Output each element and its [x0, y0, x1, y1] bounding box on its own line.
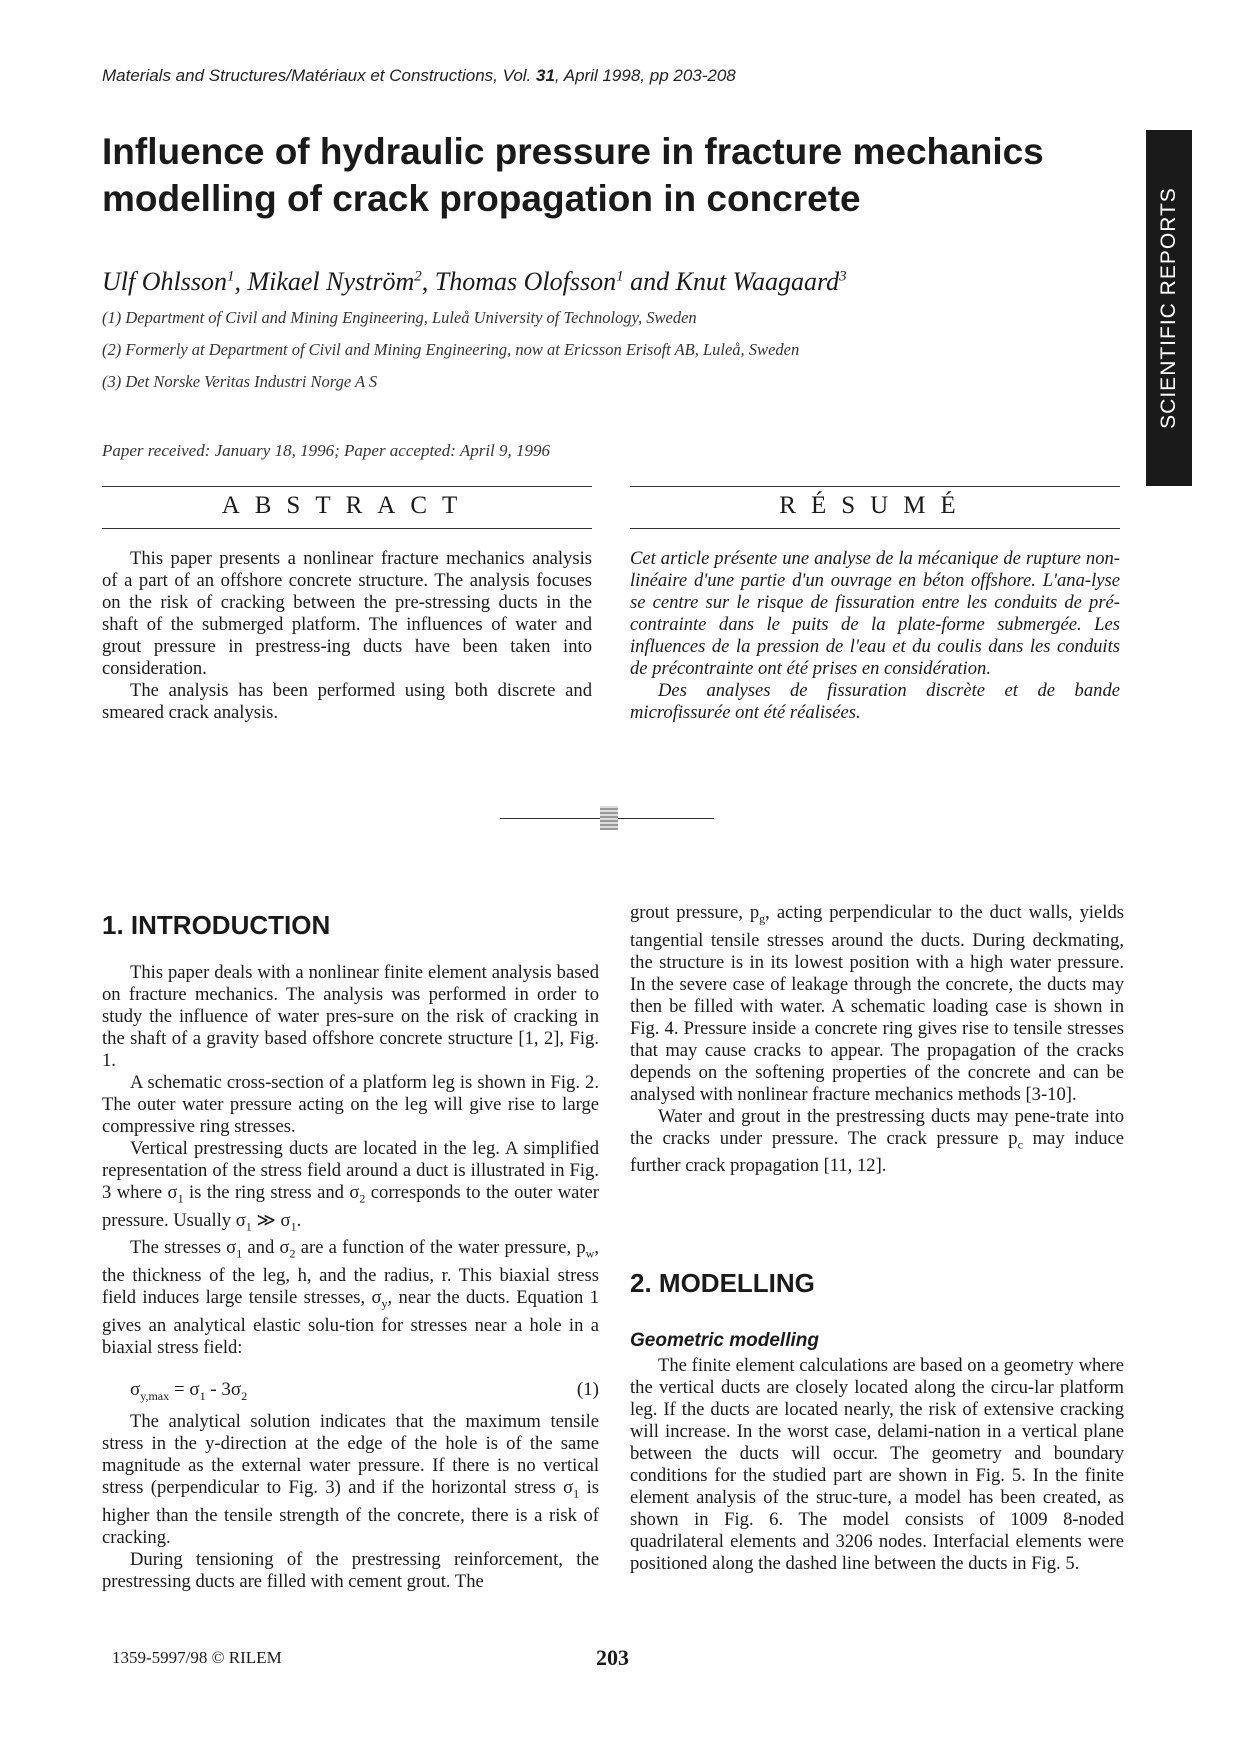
affiliation-2: (2) Formerly at Department of Civil and Mining Engineering, now at Ericsson Erisoft AB, Luleå, Sweden: [102, 340, 800, 359]
text-run: Vertical prestressing ducts are located in the leg. A simplified representation of the stress field around a duct is illustrated in Fig. 3 where σ: [102, 1138, 599, 1203]
author-name: Mikael Nyström: [247, 267, 415, 296]
subscript: 2: [359, 1191, 366, 1206]
text-run: and σ: [242, 1237, 290, 1259]
author-sup: 3: [839, 268, 847, 285]
footer-issn: 1359-5997/98 © RILEM: [112, 1648, 282, 1667]
author-separator: and: [623, 267, 676, 296]
text-run: is higher than the tensile strength of the concrete, there is a risk of cracking.: [102, 1476, 599, 1548]
text-run: Water and grout in the prestressing ducts may pene-trate into the cracks under pressure. The crack pressure p: [630, 1105, 1124, 1149]
journal-suffix: , April 1998, pp 203-208: [554, 66, 736, 85]
author-sup: 2: [414, 268, 422, 285]
journal-volume: 31: [536, 66, 555, 85]
abstract-paragraph: This paper presents a nonlinear fracture mechanics analysis of a part of an offshore concrete structure. The analysis focuses on the risk of cracking between the pre-stressing ducts in the shaft of the submerged platform. The influences of water and grout pressure in prestress-ing ducts have been taken into consideration.: [102, 548, 592, 679]
continuation-paragraph: [630, 1106, 1124, 1178]
right-column-body: [630, 902, 1124, 1177]
text-run: The analytical solution indicates that the maximum tensile stress in the y-direction at the edge of the hole is of the same magnitude as the external water pressure. If there is no vertical stress (perpendicular to Fig. 3) and if the horizontal stress σ: [102, 1410, 599, 1498]
resume-bottom-rule: [630, 528, 1120, 529]
author-sup: 1: [226, 268, 235, 285]
text-run: .: [296, 1209, 302, 1231]
modelling-body: [630, 1355, 1124, 1575]
author-sup: 1: [616, 268, 624, 285]
section-heading-introduction: 1. INTRODUCTION: [102, 910, 331, 940]
text-run: corresponds to the outer water pressure. Usually σ: [102, 1182, 599, 1231]
abstract-top-rule: [102, 486, 592, 487]
journal-header: [102, 66, 736, 86]
resume-body: [630, 548, 1120, 724]
ornament-right-line: [618, 818, 714, 819]
intro-paragraph: A schematic cross-section of a platform leg is shown in Fig. 2. The outer water pressure acting on the leg will give rise to large compressive ring stresses.: [102, 1072, 599, 1137]
text-run: ≫ σ: [251, 1209, 291, 1231]
subscript: 1: [236, 1247, 243, 1262]
subscript: 1: [199, 1388, 206, 1403]
author-separator: ,: [234, 267, 248, 296]
received-dates: Paper received: January 18, 1996; Paper accepted: April 9, 1996: [102, 441, 551, 460]
eq-symbol: σ: [130, 1378, 141, 1400]
subscript: y,max: [140, 1388, 170, 1403]
page-number: 203: [596, 1645, 629, 1670]
resume-heading: RÉSUMÉ: [779, 492, 971, 519]
text-run: , acting perpendicular to the duct walls, yields tangential tensile stresses around the ducts. During deckmating, the structure is in its lowest position with a high water pressure. In the severe case of leakage through the concrete, the ducts may then be filled with water. A schematic loading case is shown in Fig. 4. Pressure inside a concrete ring gives rise to tensile stresses that may cause cracks to appear. The propagation of the cracks depends on the softening properties of the concrete and can be analysed with nonlinear fracture mechanics methods [3-10].: [630, 902, 1124, 1105]
continuation-paragraph: [630, 902, 1124, 1106]
ornament-emblem: [600, 806, 618, 830]
resume-top-rule: [630, 486, 1120, 487]
equation-expression: [130, 1379, 247, 1407]
affiliation-3: (3) Det Norske Veritas Industri Norge A S: [102, 372, 378, 391]
side-tab-label: SCIENTIFIC REPORTS: [1157, 187, 1180, 429]
text-run: is the ring stress and σ: [183, 1182, 360, 1203]
paper-title: [102, 128, 1062, 222]
subscript: 1: [573, 1486, 580, 1501]
title-line-1: Influence of hydraulic pressure in fracture mechanics: [102, 131, 1044, 172]
author-separator: ,: [421, 267, 435, 296]
subscript: y: [381, 1296, 388, 1311]
intro-paragraph: This paper deals with a nonlinear finite element analysis based on fracture mechanics. The analysis was performed in order to study the influence of water pres-sure on the risk of cracking in the shaft of a gravity based offshore concrete structure [1, 2], Fig. 1.: [102, 962, 599, 1071]
author-name: Ulf Ohlsson: [102, 267, 227, 296]
equation-number: (1): [576, 1378, 599, 1400]
subscript: c: [1017, 1137, 1023, 1152]
subscript: 1: [245, 1219, 252, 1234]
author-list: [102, 267, 847, 297]
equation-1: [102, 1371, 599, 1411]
title-line-2: modelling of crack propagation in concrete: [102, 178, 861, 219]
subsection-geometric-modelling: Geometric modelling: [630, 1330, 819, 1351]
abstract-bottom-rule: [102, 528, 592, 529]
subscript: 1: [290, 1219, 297, 1234]
subscript: w: [585, 1247, 595, 1262]
section-heading-modelling: 2. MODELLING: [630, 1268, 815, 1298]
subscript: 1: [177, 1191, 184, 1206]
text-run: grout pressure, p: [630, 902, 760, 923]
text-run: , near the ducts. Equation 1 gives an analytical elastic solu-tion for stresses near a hole in a biaxial stress field:: [102, 1287, 599, 1358]
resume-paragraph: Des analyses de fissuration discrète et de bande microfissurée ont été réalisées.: [630, 680, 1120, 723]
intro-paragraph: During tensioning of the prestressing reinforcement, the prestressing ducts are filled with cement grout. The: [102, 1548, 599, 1592]
abstract-heading: ABSTRACT: [221, 492, 473, 519]
scientific-reports-tab: [1146, 130, 1192, 486]
abstract-body: [102, 548, 592, 724]
eq-symbol: = σ: [169, 1378, 200, 1400]
subscript: 2: [241, 1388, 248, 1403]
journal-prefix: Materials and Structures/Matériaux et Constructions, Vol.: [102, 66, 536, 85]
subscript: g: [759, 911, 766, 926]
intro-paragraph: [102, 1411, 599, 1549]
intro-paragraph: [102, 1138, 599, 1237]
text-run: may induce further crack propagation [11, 12].: [630, 1127, 1124, 1177]
ornament-left-line: [500, 818, 600, 819]
intro-paragraph: [102, 1237, 599, 1358]
modelling-paragraph: The finite element calculations are based on a geometry where the vertical ducts are closely located along the circu-lar platform leg. If the ducts are located nearly, the risk of extensive cracking will increase. In the worst case, delami-nation in a vertical plane between the ducts will occur. The geometry and boundary conditions for the studied part are shown in Fig. 5. In the finite element analysis of the struc-ture, a model has been created, as shown in Fig. 6. The model consists of 1009 8-noded quadrilateral elements and 3206 nodes. Interfacial elements were positioned along the dashed line between the ducts in Fig. 5.: [630, 1355, 1124, 1574]
author-name: Knut Waagaard: [675, 267, 840, 296]
author-name: Thomas Olofsson: [434, 267, 617, 296]
text-run: , the thickness of the leg, h, and the radius, r. This biaxial stress field induces large tensile stresses, σ: [102, 1237, 599, 1309]
resume-paragraph: Cet article présente une analyse de la mécanique de rupture non-linéaire d'une partie d'un ouvrage en béton offshore. L'ana-lyse se centre sur le risque de fissuration entre les conduits de pré-contrainte dans le puits de la plate-forme submergée. Les influences de la pression de l'eau et du coulis dans les conduits de précontrainte ont été prises en considération.: [630, 548, 1120, 679]
introduction-body: [102, 962, 599, 1593]
abstract-paragraph: The analysis has been performed using both discrete and smeared crack analysis.: [102, 680, 592, 723]
text-run: The stresses σ: [130, 1237, 237, 1259]
text-run: are a function of the water pressure, p: [295, 1237, 586, 1259]
eq-symbol: - 3σ: [205, 1378, 242, 1400]
subscript: 2: [289, 1247, 296, 1262]
affiliation-1: (1) Department of Civil and Mining Engineering, Luleå University of Technology, Sweden: [102, 308, 697, 327]
